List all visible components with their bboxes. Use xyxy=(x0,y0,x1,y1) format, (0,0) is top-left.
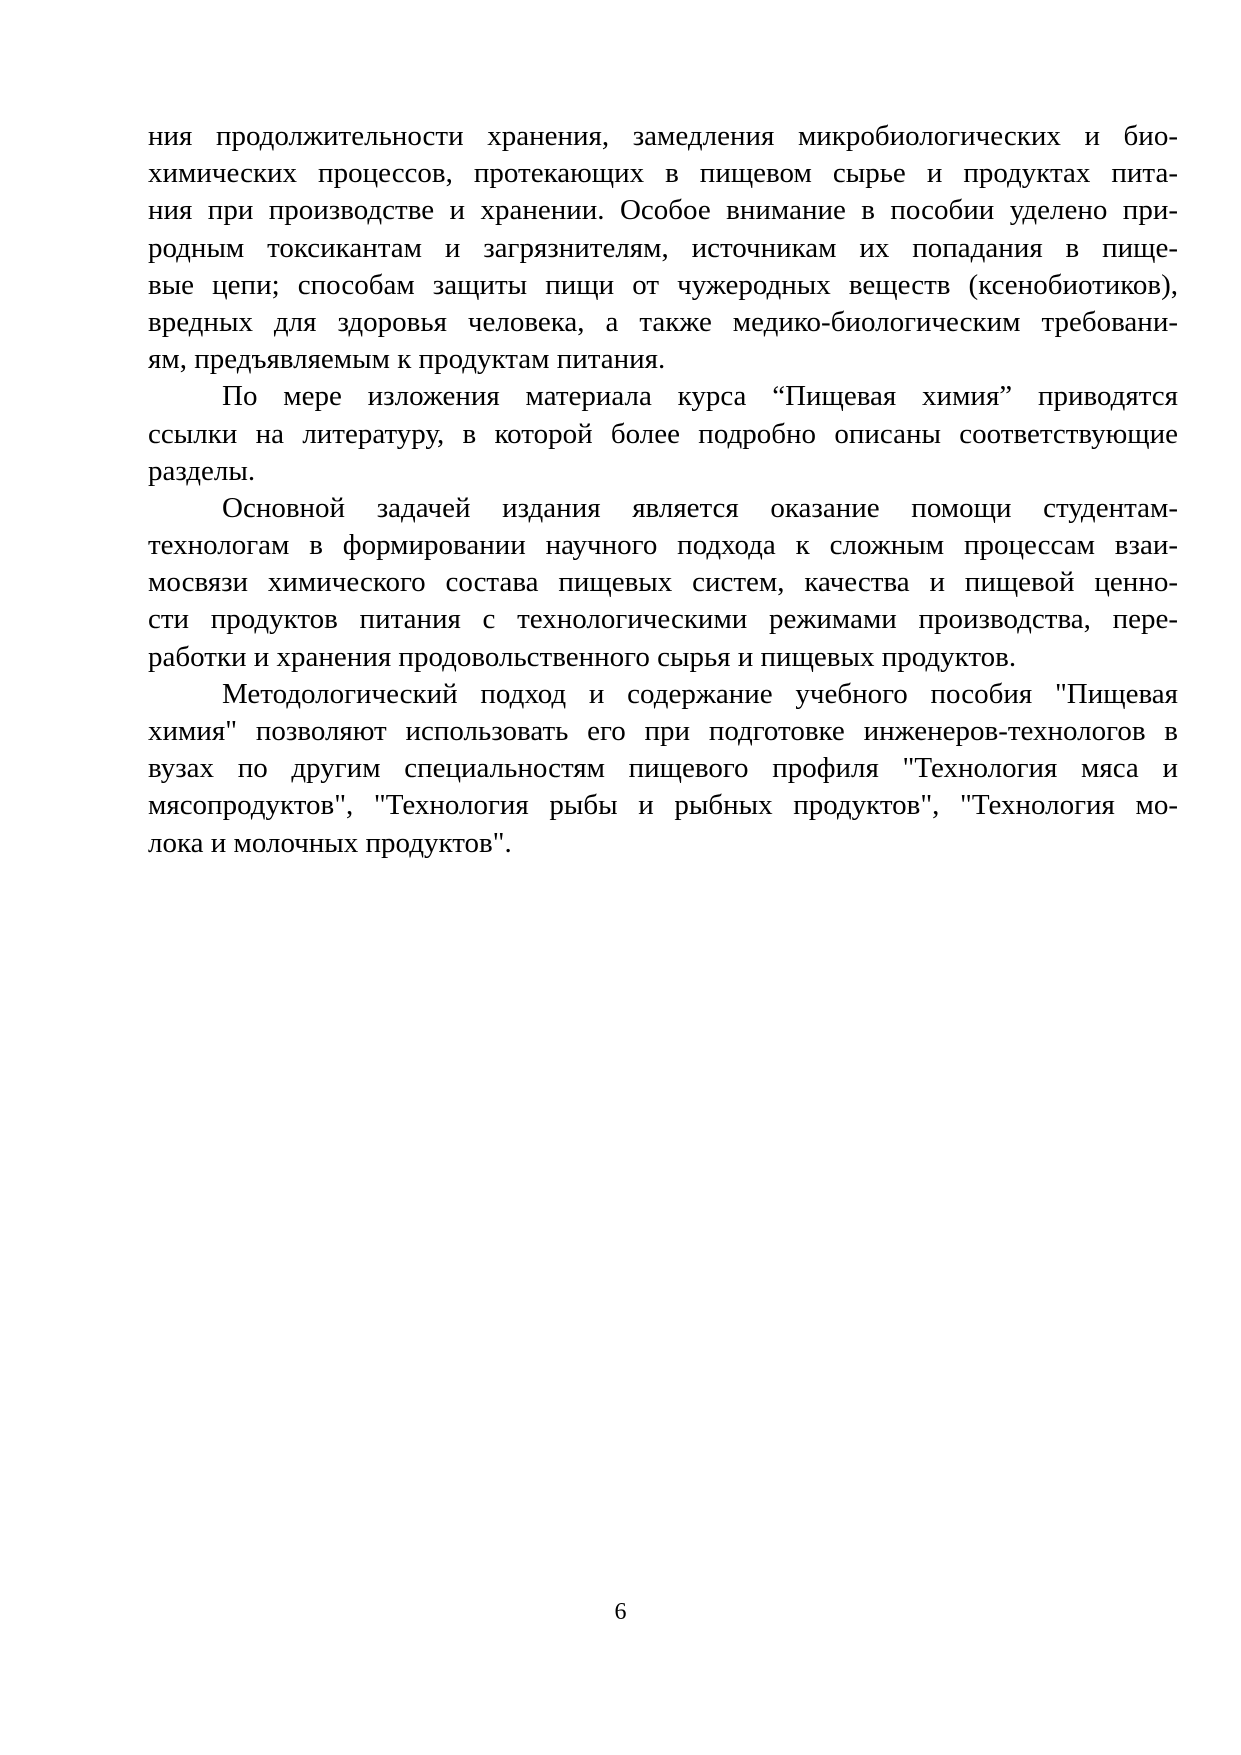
text-line: технологам в формировании научного подхода к сложным процессам взаи- xyxy=(148,529,1178,562)
text-line: сти продуктов питания с технологическими режимами производства, пере- xyxy=(148,603,1178,636)
text-line: работки и хранения продовольственного сырья и пищевых продуктов. xyxy=(148,640,1017,673)
paragraph-2 xyxy=(148,378,1178,490)
paragraph-1 xyxy=(148,118,1178,378)
text-line: ссылки на литературу, в которой более подробно описаны соответствующие xyxy=(148,417,1178,450)
text-line: вузах по другим специальностям пищевого профиля "Технология мяса и xyxy=(148,752,1178,785)
text-line: разделы. xyxy=(148,454,256,487)
text-line: ния продолжительности хранения, замедления микробиологических и био- xyxy=(148,120,1178,152)
text-line: Методологический подход и содержание учебного пособия "Пищевая xyxy=(222,677,1178,710)
text-line: химических процессов, протекающих в пищевом сырье и продуктах пита- xyxy=(148,157,1178,190)
text-line: мосвязи химического состава пищевых систем, качества и пищевой ценно- xyxy=(148,566,1178,599)
text-line: ния при производстве и хранении. Особое внимание в пособии уделено при- xyxy=(148,194,1178,227)
text-line: мясопродуктов", "Технология рыбы и рыбных продуктов", "Технология мо- xyxy=(148,789,1178,822)
page-number: 6 xyxy=(614,1599,627,1625)
body-text xyxy=(148,118,1178,862)
text-line: вредных для здоровья человека, а также медико-биологическим требовани- xyxy=(148,305,1178,338)
text-line: вые цепи; способам защиты пищи от чужеродных веществ (ксенобиотиков), xyxy=(148,268,1178,301)
text-line: Основной задачей издания является оказание помощи студентам- xyxy=(222,491,1178,524)
text-line: лока и молочных продуктов". xyxy=(148,826,512,859)
text-line: родным токсикантам и загрязнителям, источникам их попадания в пище- xyxy=(148,231,1178,264)
paragraph-4 xyxy=(148,676,1178,862)
text-line: По мере изложения материала курса “Пищевая химия” приводятся xyxy=(222,380,1178,413)
text-line: химия" позволяют использовать его при подготовке инженеров-технологов в xyxy=(148,715,1178,747)
text-line: ям, предъявляемым к продуктам питания. xyxy=(148,343,666,376)
paragraph-3 xyxy=(148,490,1178,676)
